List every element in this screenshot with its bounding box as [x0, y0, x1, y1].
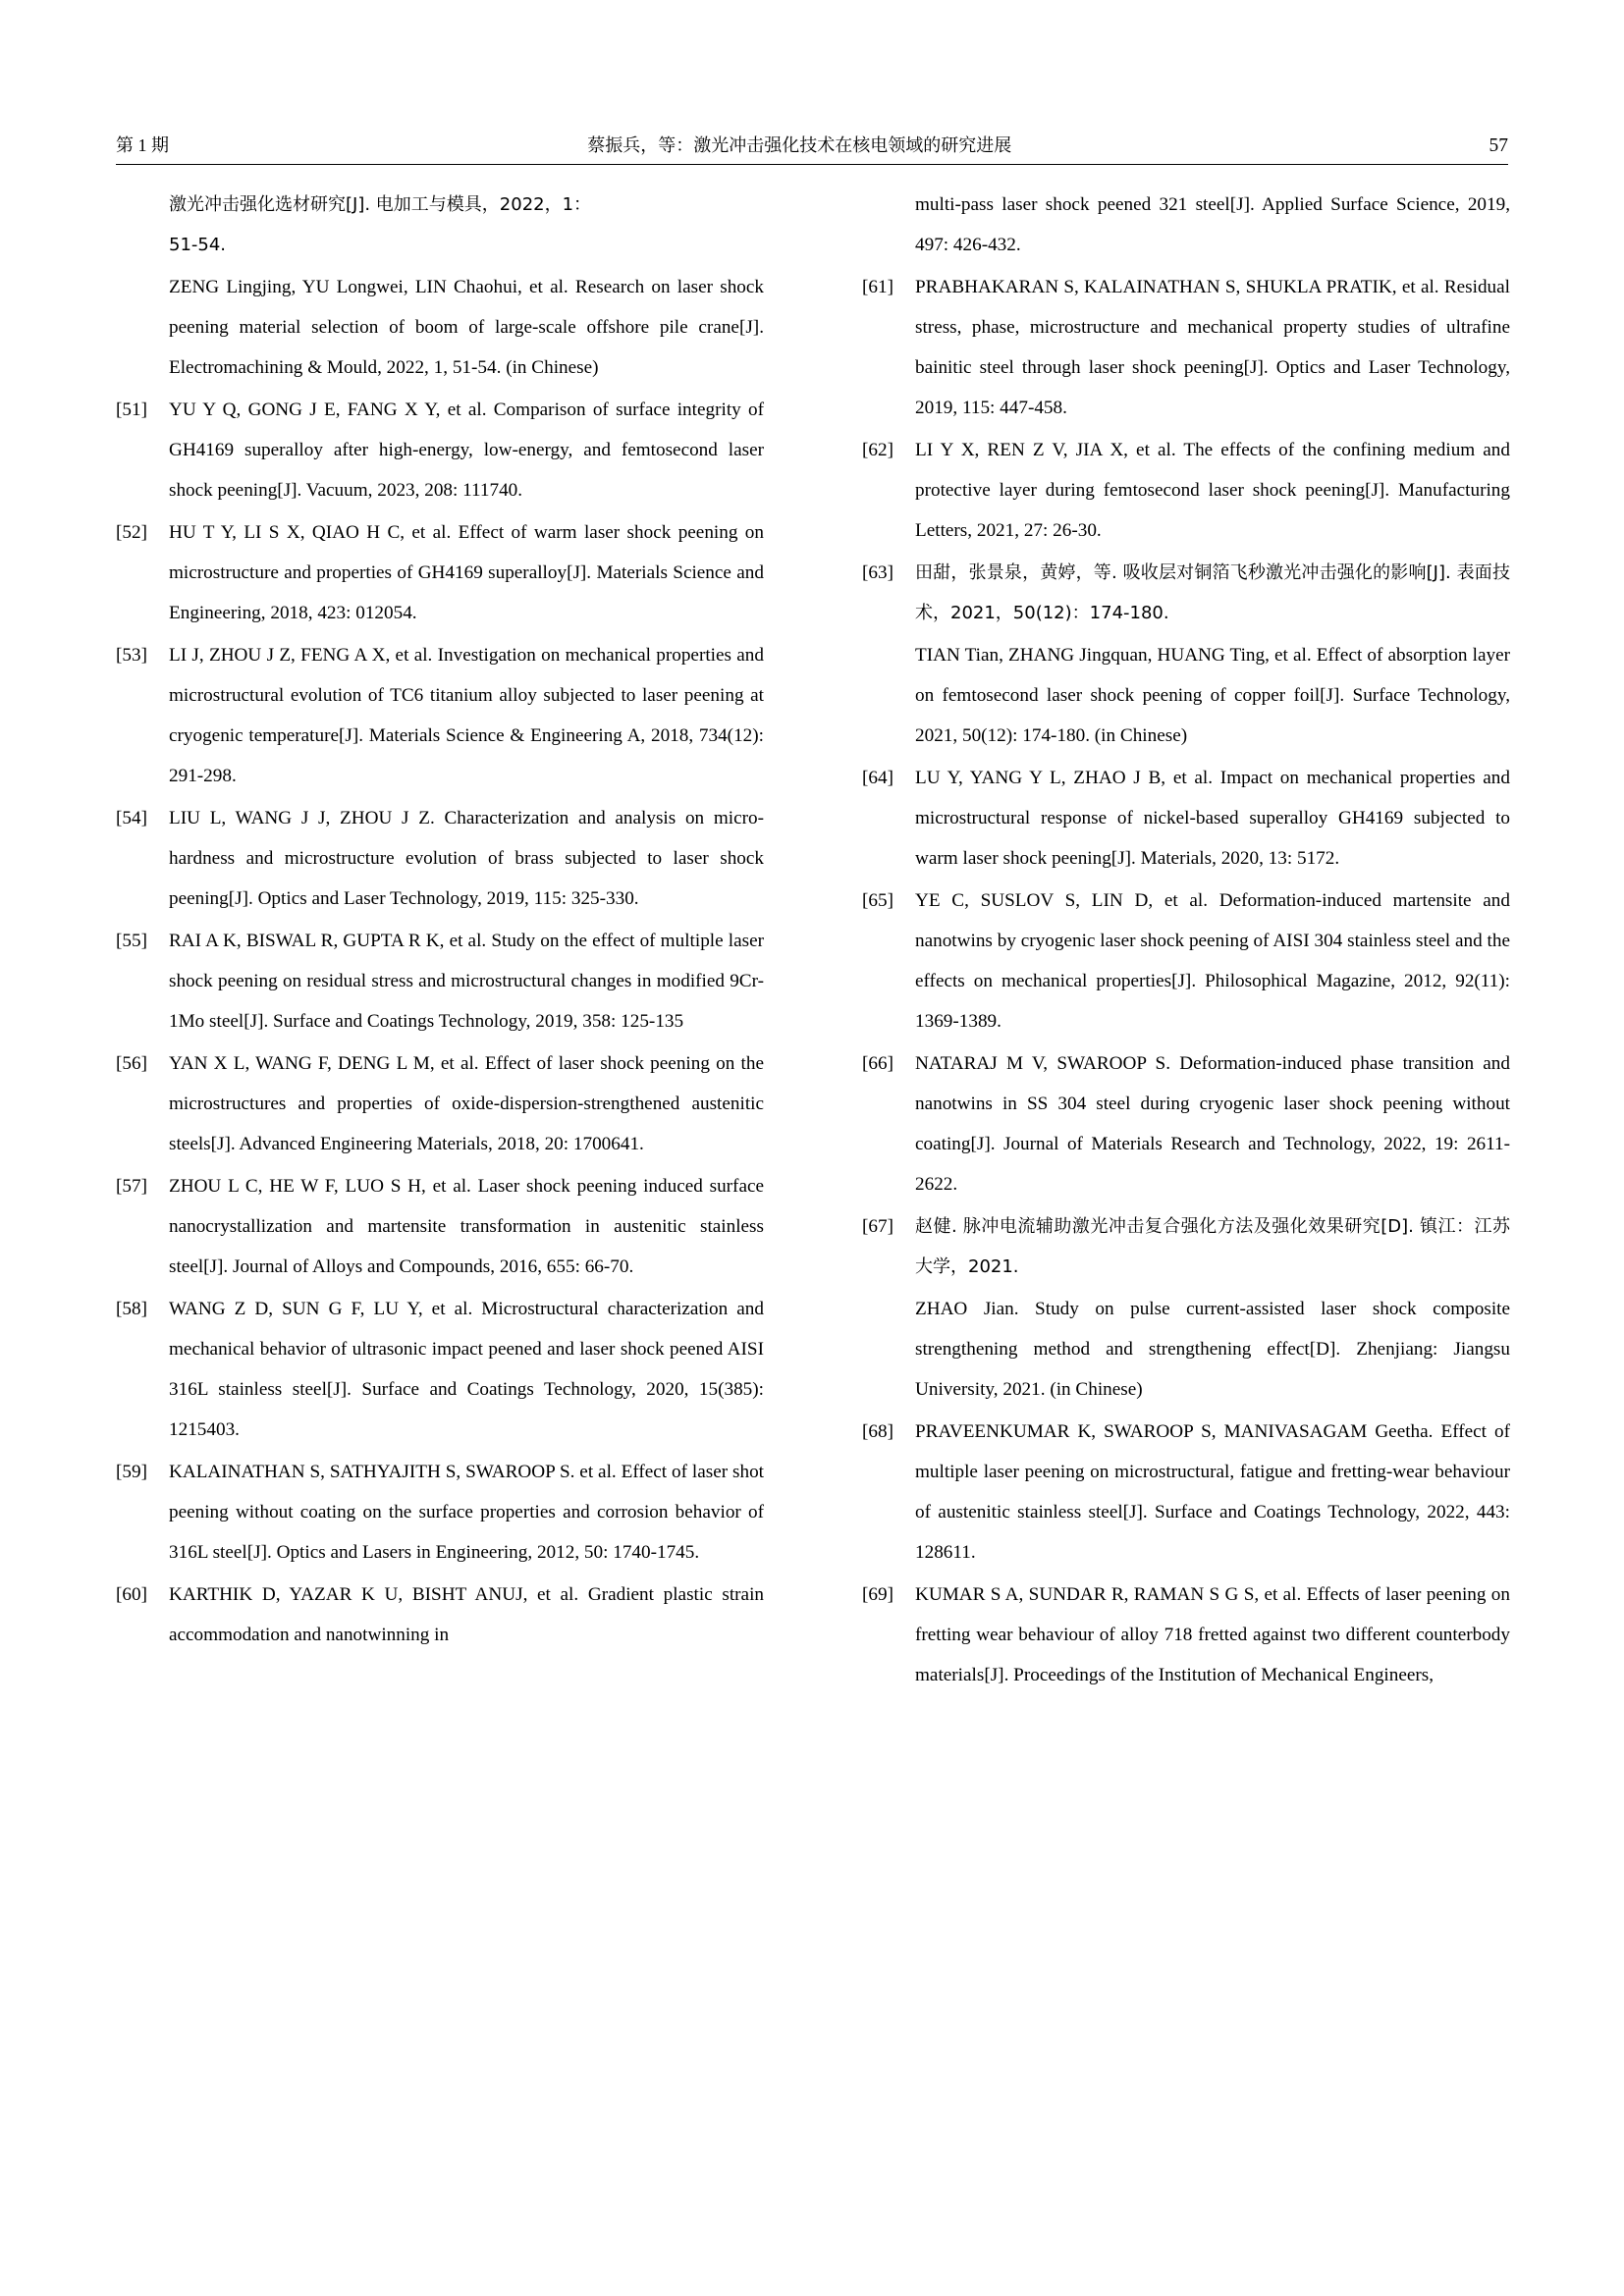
reference-line: LU Y, YANG Y L, ZHAO J B, et al. Impact on mechanical properties and microstructural response of nickel-based superalloy GH4169 subjected to warm laser shock peening[J]. Materials, 2020, 13: 5172. [915, 768, 1510, 869]
reference-line: 赵健. 脉冲电流辅助激光冲击复合强化方法及强化效果研究[D]. 镇江：江苏大学，2021. [915, 1216, 1510, 1277]
reference-entry [116, 798, 764, 919]
reference-text [169, 267, 764, 388]
reference-line: 田甜，张景泉，黄婷，等. 吸收层对铜箔飞秒激光冲击强化的影响[J]. 表面技术，2021，50(12)：174-180. [915, 562, 1510, 623]
reference-number: [54] [116, 808, 147, 828]
reference-entry [116, 1166, 764, 1287]
reference-line: LI Y X, REN Z V, JIA X, et al. The effects of the confining medium and protective layer during femtosecond laser shock peening[J]. Manufacturing Letters, 2021, 27: 26-30. [915, 440, 1510, 541]
reference-line: multi-pass laser shock peened 321 steel[J]. Applied Surface Science, 2019, 497: 426-432. [915, 194, 1510, 255]
reference-text [169, 512, 764, 633]
reference-line: HU T Y, LI S X, QIAO H C, et al. Effect of warm laser shock peening on microstructure and properties of GH4169 superalloy[J]. Materials Science and Engineering, 2018, 423: 012054. [169, 522, 764, 623]
reference-line: WANG Z D, SUN G F, LU Y, et al. Microstructural characterization and mechanical behavior of ultrasonic impact peened and laser shock peened AISI 316L stainless steel[J]. Surface and Coatings Technology, 2020, 15(385): 1215403. [169, 1299, 764, 1440]
reference-text [915, 1412, 1510, 1573]
reference-number: [51] [116, 400, 147, 420]
reference-entry [862, 430, 1510, 551]
page-header [116, 118, 1508, 165]
reference-number: [62] [862, 440, 893, 460]
reference-number: [52] [116, 522, 147, 543]
page-number: 57 [1489, 135, 1508, 156]
reference-number: [65] [862, 890, 893, 911]
reference-text [169, 1289, 764, 1450]
reference-number: [58] [116, 1299, 147, 1319]
reference-text [915, 1289, 1510, 1410]
header-issue: 第 1 期 [116, 135, 169, 155]
reference-text [169, 185, 764, 265]
reference-line: TIAN Tian, ZHANG Jingquan, HUANG Ting, et al. Effect of absorption layer on femtosecond laser shock peening of copper foil[J]. Surface Technology, 2021, 50(12): 174-180. (in Chinese) [915, 645, 1510, 746]
reference-line: YAN X L, WANG F, DENG L M, et al. Effect of laser shock peening on the microstructures and properties of oxide-dispersion-strengthened austenitic steels[J]. Advanced Engineering Materials, 2018, 20: 1700641. [169, 1053, 764, 1154]
reference-entry [862, 185, 1510, 265]
reference-entry [116, 1043, 764, 1164]
reference-number: [57] [116, 1176, 147, 1197]
reference-entry [862, 881, 1510, 1041]
left-column [116, 185, 764, 1697]
reference-text [915, 1206, 1510, 1287]
reference-entry [116, 512, 764, 633]
reference-entry [862, 1206, 1510, 1287]
reference-number: [63] [862, 562, 893, 583]
reference-line: PRABHAKARAN S, KALAINATHAN S, SHUKLA PRATIK, et al. Residual stress, phase, microstructure and mechanical property studies of ultrafine bainitic steel through laser shock peening[J]. Optics and Laser Technology, 2019, 115: 447-458. [915, 277, 1510, 418]
reference-entry [862, 758, 1510, 879]
reference-line: YE C, SUSLOV S, LIN D, et al. Deformation-induced martensite and nanotwins by cryogenic laser shock peening of AISI 304 stainless steel and the effects on mechanical properties[J]. Philosophical Magazine, 2012, 92(11): 1369-1389. [915, 890, 1510, 1032]
reference-entry [116, 1289, 764, 1450]
reference-line: LIU L, WANG J J, ZHOU J Z. Characterization and analysis on micro-hardness and microstructure evolution of brass subjected to laser shock peening[J]. Optics and Laser Technology, 2019, 115: 325-330. [169, 808, 764, 909]
reference-text [169, 1166, 764, 1287]
reference-number: [53] [116, 645, 147, 666]
reference-text [169, 390, 764, 510]
reference-text [915, 185, 1510, 265]
reference-number: [67] [862, 1216, 893, 1237]
reference-line: YU Y Q, GONG J E, FANG X Y, et al. Comparison of surface integrity of GH4169 superalloy after high-energy, low-energy, and femtosecond laser shock peening[J]. Vacuum, 2023, 208: 111740. [169, 400, 764, 501]
reference-text [169, 798, 764, 919]
reference-entry [862, 1412, 1510, 1573]
reference-entry [116, 635, 764, 796]
reference-number: [59] [116, 1462, 147, 1482]
reference-entry [862, 1043, 1510, 1204]
reference-entry [116, 1452, 764, 1573]
reference-text [915, 1043, 1510, 1204]
reference-text [915, 1575, 1510, 1695]
reference-line: KALAINATHAN S, SATHYAJITH S, SWAROOP S. et al. Effect of laser shot peening without coating on the surface properties and corrosion behavior of 316L steel[J]. Optics and Lasers in Engineering, 2012, 50: 1740-1745. [169, 1462, 764, 1563]
reference-line: NATARAJ M V, SWAROOP S. Deformation-induced phase transition and nanotwins in SS 304 steel during cryogenic laser shock peening without coating[J]. Journal of Materials Research and Technology, 2022, 19: 2611-2622. [915, 1053, 1510, 1195]
reference-line: LI J, ZHOU J Z, FENG A X, et al. Investigation on mechanical properties and microstructural evolution of TC6 titanium alloy subjected to laser peening at cryogenic temperature[J]. Materials Science & Engineering A, 2018, 734(12): 291-298. [169, 645, 764, 786]
reference-text [169, 1575, 764, 1655]
reference-number: [55] [116, 931, 147, 951]
reference-entry [116, 267, 764, 388]
reference-number: [61] [862, 277, 893, 297]
reference-number: [66] [862, 1053, 893, 1074]
reference-text [915, 430, 1510, 551]
reference-entry [862, 635, 1510, 756]
reference-text [169, 1452, 764, 1573]
reference-line: ZENG Lingjing, YU Longwei, LIN Chaohui, et al. Research on laser shock peening material selection of boom of large-scale offshore pile crane[J]. Electromachining & Mould, 2022, 1, 51-54. (in Chinese) [169, 277, 764, 378]
reference-text [915, 267, 1510, 428]
right-column [862, 185, 1510, 1697]
reference-line: PRAVEENKUMAR K, SWAROOP S, MANIVASAGAM Geetha. Effect of multiple laser peening on microstructural, fatigue and fretting-wear behaviour of austenitic stainless steel[J]. Surface and Coatings Technology, 2022, 443: 128611. [915, 1421, 1510, 1563]
reference-line: KARTHIK D, YAZAR K U, BISHT ANUJ, et al. Gradient plastic strain accommodation and nanotwinning in [169, 1584, 764, 1645]
reference-number: [64] [862, 768, 893, 788]
reference-line: KUMAR S A, SUNDAR R, RAMAN S G S, et al. Effects of laser peening on fretting wear behaviour of alloy 718 fretted against two different counterbody materials[J]. Proceedings of the Institution of Mechanical Engineers, [915, 1584, 1510, 1685]
reference-line: RAI A K, BISWAL R, GUPTA R K, et al. Study on the effect of multiple laser shock peening on residual stress and microstructural changes in modified 9Cr-1Mo steel[J]. Surface and Coatings Technology, 2019, 358: 125-135 [169, 931, 764, 1032]
reference-text [915, 553, 1510, 633]
reference-text [915, 635, 1510, 756]
reference-entry [116, 921, 764, 1041]
reference-line: ZHAO Jian. Study on pulse current-assisted laser shock composite strengthening method and strengthening effect[D]. Zhenjiang: Jiangsu University, 2021. (in Chinese) [915, 1299, 1510, 1400]
reference-entry [116, 185, 764, 265]
reference-number: [68] [862, 1421, 893, 1442]
reference-text [169, 1043, 764, 1164]
reference-entry [862, 267, 1510, 428]
reference-number: [60] [116, 1584, 147, 1605]
reference-line: 51-54. [169, 235, 227, 255]
reference-line: ZHOU L C, HE W F, LUO S H, et al. Laser shock peening induced surface nanocrystallization and martensite transformation in austenitic stainless steel[J]. Journal of Alloys and Compounds, 2016, 655: 66-70. [169, 1176, 764, 1277]
reference-text [169, 635, 764, 796]
reference-entry [862, 553, 1510, 633]
reference-entry [116, 1575, 764, 1655]
two-column-body [116, 185, 1510, 1697]
reference-text [915, 758, 1510, 879]
reference-text [169, 921, 764, 1041]
reference-entry [862, 1575, 1510, 1695]
reference-number: [69] [862, 1584, 893, 1605]
header-title: 蔡振兵，等：激光冲击强化技术在核电领域的研究进展 [587, 135, 1012, 156]
reference-entry [116, 390, 764, 510]
reference-text [915, 881, 1510, 1041]
reference-number: [56] [116, 1053, 147, 1074]
reference-entry [862, 1289, 1510, 1410]
reference-line: 激光冲击强化选材研究[J]. 电加工与模具，2022，1： [169, 194, 592, 215]
